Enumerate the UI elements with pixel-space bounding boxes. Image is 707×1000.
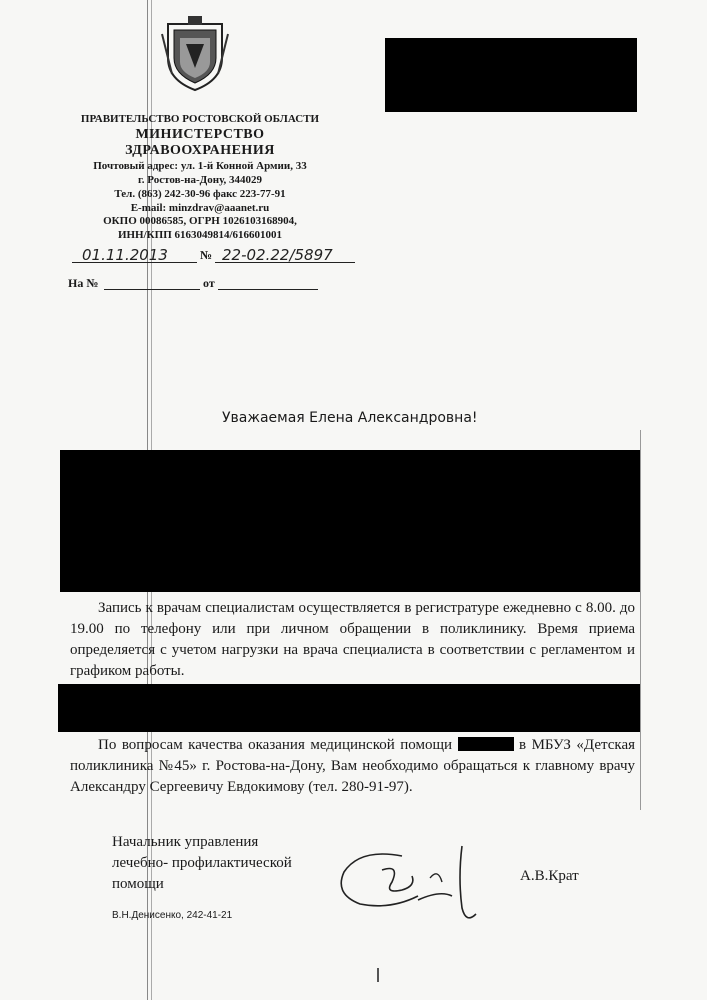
okpo-ogrn: ОКПО 00086585, ОГРН 1026103168904, — [103, 215, 297, 227]
redaction-addressee — [385, 38, 637, 112]
contact-text-a: По вопросам качества оказания медицинской помощи — [98, 737, 453, 753]
postal-address-city: г. Ростов-на-Дону, 344029 — [138, 174, 262, 186]
redaction-inline — [458, 737, 514, 751]
reg-number-sign: № — [200, 248, 213, 262]
signatory-title: лечебно- профилактической — [112, 855, 292, 871]
email: E-mail: minzdrav@aaanet.ru — [130, 202, 270, 214]
redaction-main — [60, 450, 640, 592]
contact-paragraph — [70, 735, 635, 798]
postal-address: Почтовый адрес: ул. 1-й Конной Армии, 33 — [93, 160, 307, 172]
signature-icon — [330, 838, 490, 928]
phone-fax: Тел. (863) 242-30-96 факс 223-77-91 — [114, 188, 286, 200]
appointment-text: Запись к врачам специалистам осуществляется в регистратуре ежедневно с 8.00. до 19.00 по телефону или при личном обращении в поликлинику. Время приема определяется с учетом нагрузки на врача специалиста в соответствии с регламентом и графиком работы. — [70, 600, 635, 679]
government-name: ПРАВИТЕЛЬСТВО РОСТОВСКОЙ ОБЛАСТИ — [80, 113, 320, 125]
ministry-name: МИНИСТЕРСТВО — [135, 127, 265, 142]
reg-number: 22-02.22/5897 — [222, 246, 333, 264]
coat-of-arms-icon — [160, 14, 230, 94]
reference-number-line — [104, 289, 200, 290]
contact-text-b: в МБУЗ «Детская поликлиника №45» г. Ростова-на-Дону, Вам необходимо обращаться к главному врачу Александру Сергеевичу Евдокимову (тел. 280-91-97). — [70, 737, 636, 795]
scan-line — [640, 430, 641, 810]
inn-kpp: ИНН/КПП 6163049814/616601001 — [117, 229, 283, 241]
signatory-title: Начальник управления — [112, 834, 259, 850]
appointment-paragraph — [70, 598, 635, 682]
reference-date-line — [218, 289, 318, 290]
reg-date: 01.11.2013 — [82, 246, 168, 264]
reference-label: На № — [68, 276, 99, 290]
executor-contact: В.Н.Денисенко, 242-41-21 — [112, 910, 233, 921]
salutation: Уважаемая Елена Александровна! — [222, 410, 478, 426]
reference-from-label: от — [203, 276, 215, 290]
redaction-strip — [58, 684, 640, 732]
signatory-name: А.В.Крат — [520, 868, 579, 884]
signatory-title: помощи — [112, 876, 164, 892]
ministry-name: ЗДРАВООХРАНЕНИЯ — [125, 143, 275, 158]
scan-mark — [377, 968, 379, 982]
